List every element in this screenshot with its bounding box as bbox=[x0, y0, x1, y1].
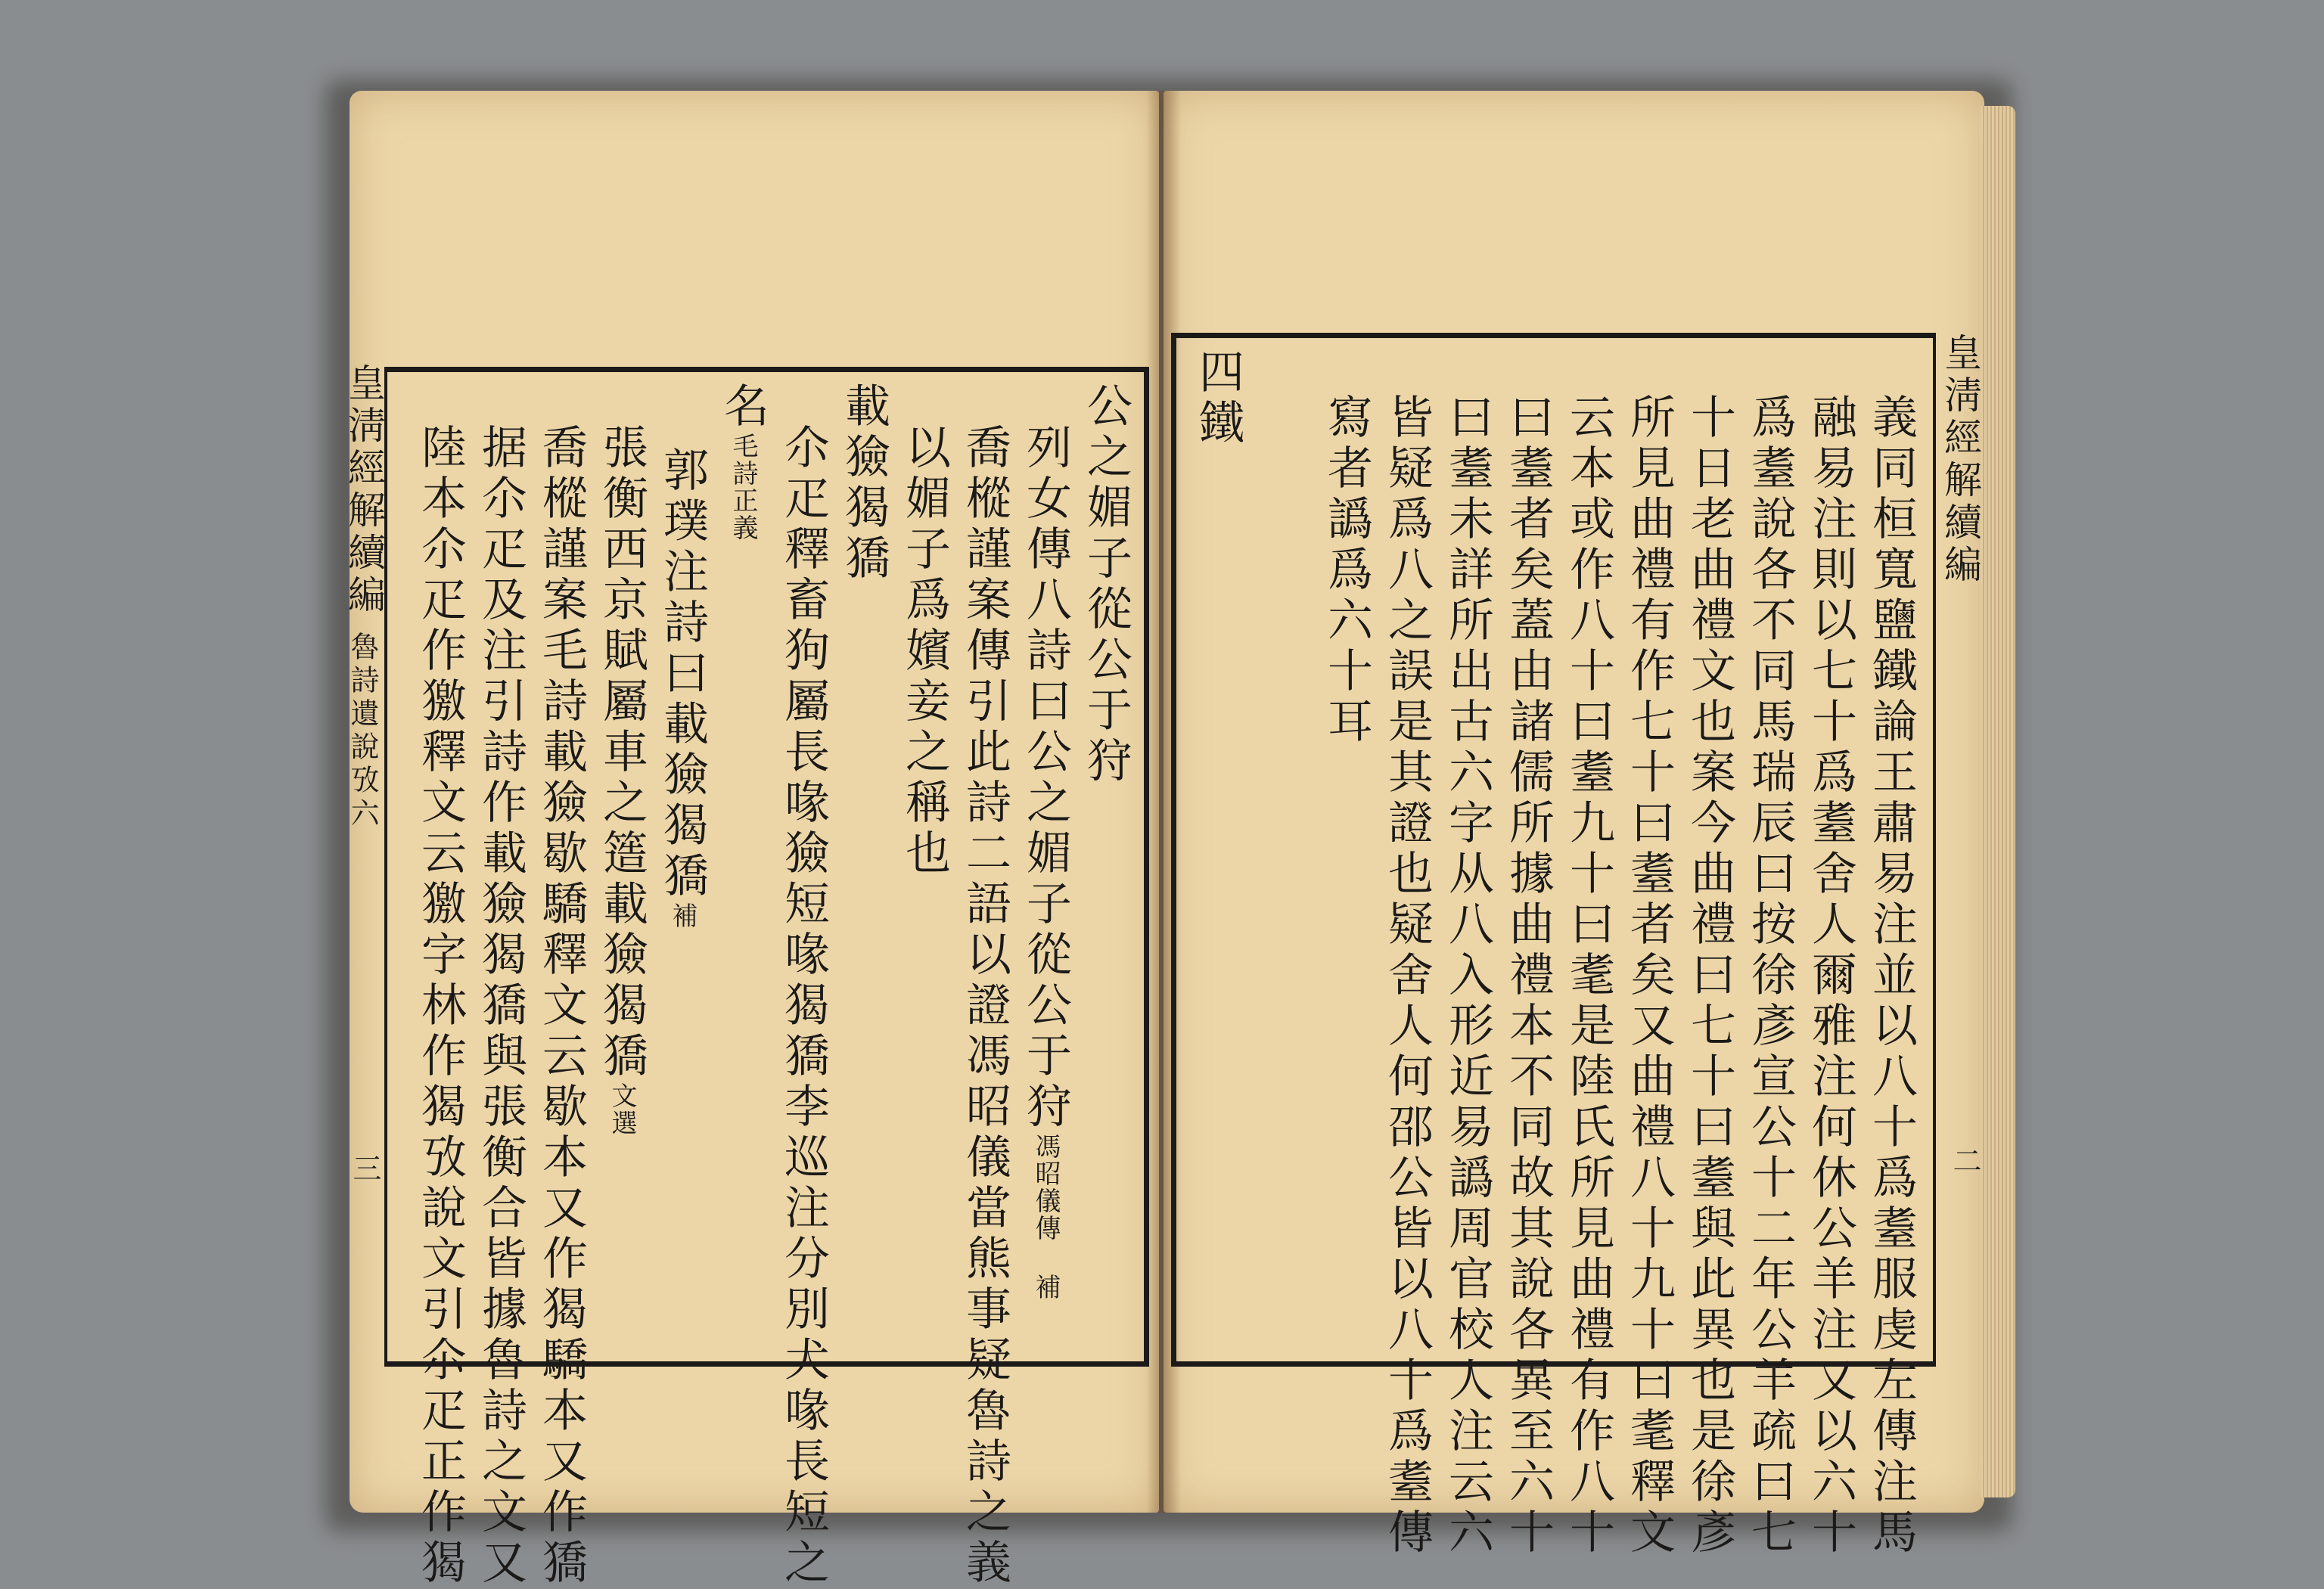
col-text: 郭璞注詩曰載獫猲獢 bbox=[656, 446, 709, 902]
right-col-10 bbox=[1320, 393, 1373, 748]
col-text: 曰耋未詳所出古六字从八入形近易譌周官校人注云六 bbox=[1441, 393, 1494, 1559]
right-col-4 bbox=[1683, 393, 1736, 1559]
col-text: 喬樅謹案傳引此詩二語以證馮昭儀當熊事疑魯詩之義 bbox=[958, 424, 1011, 1589]
left-section-title: 魯詩遺說攷六 bbox=[346, 632, 379, 831]
col-text: 載獫猲獢 bbox=[837, 382, 890, 585]
left-col-10 bbox=[535, 424, 588, 1589]
right-col-5 bbox=[1623, 393, 1676, 1559]
left-col-5 bbox=[837, 382, 890, 585]
right-folio: 二 bbox=[1948, 1146, 1981, 1179]
col-text: 云本或作八十曰耋九十曰耄是陸氏所見曲禮有作八十 bbox=[1562, 393, 1615, 1559]
col-text: 喬樅謹案毛詩載獫歇驕釋文云歇本又作猲驕本又作獢 bbox=[535, 424, 588, 1589]
col-text: 義同桓寬鹽鐵論王肅易注並以八十爲耋服虔左傳注馬 bbox=[1865, 393, 1918, 1559]
right-col-7 bbox=[1502, 393, 1555, 1559]
left-col-2 bbox=[1019, 424, 1072, 1301]
col-text: 据尒疋及注引詩作載獫猲獢與張衡合皆據魯詩之文又 bbox=[474, 424, 527, 1589]
left-col-6 bbox=[777, 424, 830, 1589]
col-note: 馮昭儀傳 補 bbox=[1030, 1133, 1061, 1301]
left-folio: 三 bbox=[348, 1153, 381, 1187]
right-col-3 bbox=[1744, 393, 1797, 1559]
col-text: 皆疑爲八之誤是其證也疑舍人何邵公皆以八十爲耋傳 bbox=[1381, 393, 1434, 1559]
left-margin-title: 皇淸經解續編 bbox=[342, 363, 386, 617]
col-note: 補 bbox=[667, 902, 698, 930]
left-col-7 bbox=[716, 382, 769, 542]
right-margin-title: 皇淸經解續編 bbox=[1938, 333, 1982, 587]
col-text: 融易注則以七十爲耋舍人爾雅注何休公羊注又以六十 bbox=[1804, 393, 1857, 1559]
right-col-2 bbox=[1804, 393, 1857, 1559]
col-text: 四鐵 bbox=[1192, 348, 1244, 449]
left-col-12 bbox=[414, 424, 467, 1589]
right-col-1 bbox=[1865, 393, 1918, 1559]
col-text: 寫者譌爲六十耳 bbox=[1320, 393, 1373, 748]
left-col-1 bbox=[1080, 382, 1132, 787]
left-col-9 bbox=[595, 424, 648, 1137]
left-col-11 bbox=[474, 424, 527, 1589]
col-text: 所見曲禮有作七十曰耋者矣又曲禮八十九十曰耄釋文 bbox=[1623, 393, 1676, 1559]
col-text: 尒疋釋畜狗屬長喙獫短喙猲獢李巡注分別犬喙長短之 bbox=[777, 424, 830, 1589]
col-note: 毛詩正義 bbox=[728, 433, 758, 542]
col-text: 爲耋說各不同馬瑞辰曰按徐彥宣公十二年公羊疏曰七 bbox=[1744, 393, 1797, 1559]
col-text: 以媚子爲嬪妾之稱也 bbox=[898, 424, 951, 880]
col-note: 文選 bbox=[607, 1082, 637, 1137]
col-text: 十日老曲禮文也案今曲禮曰七十曰耋與此異也是徐彥 bbox=[1683, 393, 1736, 1559]
right-col-11 bbox=[1192, 348, 1244, 449]
col-text: 陸本尒疋作獥釋文云獥字林作猲攷說文引尒疋正作猲 bbox=[414, 424, 467, 1589]
page-edges bbox=[1981, 106, 2015, 1497]
col-text: 公之媚子從公于狩 bbox=[1080, 382, 1132, 787]
col-text: 曰耋者矣蓋由諸儒所據曲禮本不同故其說各異至六十 bbox=[1502, 393, 1555, 1559]
right-col-9 bbox=[1381, 393, 1434, 1559]
col-text: 列女傳八詩曰公之媚子從公于狩 bbox=[1019, 424, 1072, 1133]
right-col-6 bbox=[1562, 393, 1615, 1559]
left-col-3 bbox=[958, 424, 1011, 1589]
col-text: 張衡西京賦屬車之簉載獫猲獢 bbox=[595, 424, 648, 1082]
left-col-4 bbox=[898, 424, 951, 880]
right-col-8 bbox=[1441, 393, 1494, 1559]
col-text: 名 bbox=[716, 382, 769, 433]
left-col-8 bbox=[656, 446, 709, 930]
